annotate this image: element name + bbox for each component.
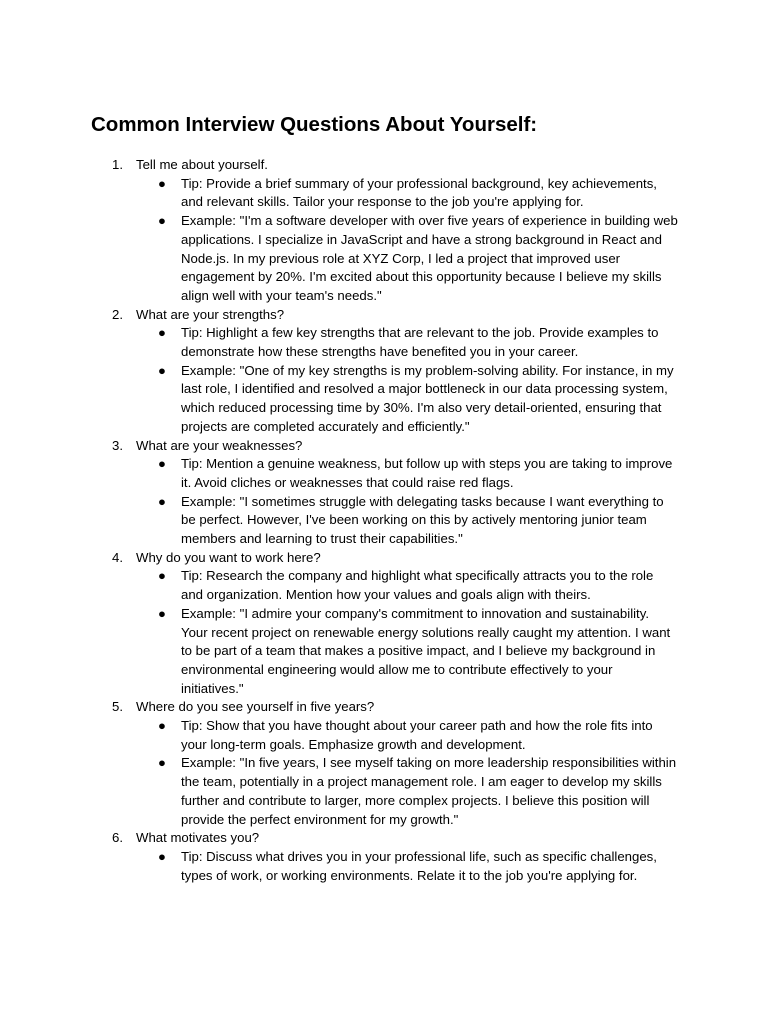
tip-text: Tip: Highlight a few key strengths that are relevant to the job. Provide examples to demonstrate how these strengths have benefited you in your career. xyxy=(181,325,659,359)
tip-text: Tip: Show that you have thought about your career path and how the role fits into your long-term goals. Emphasize growth and development. xyxy=(181,718,653,752)
example-text: Example: "I admire your company's commitment to innovation and sustainability. Your recent project on renewable energy solutions really caught my attention. I want to be part of a team that makes a positive impact, and I believe my background in environmental engineering would allow me to contribute effectively to your initiatives." xyxy=(181,605,671,696)
tip-bullet xyxy=(0,175,768,212)
example-bullet xyxy=(0,212,768,306)
bullet-icon: ● xyxy=(158,755,166,771)
question-item xyxy=(0,549,768,699)
tip-bullet xyxy=(0,717,768,754)
question-line xyxy=(0,306,768,325)
question-line xyxy=(0,437,768,456)
example-bullet xyxy=(0,362,768,437)
question-line xyxy=(0,549,768,568)
bullet-icon: ● xyxy=(158,605,166,621)
example-bullet xyxy=(0,605,768,699)
question-item xyxy=(0,698,768,829)
bullet-list xyxy=(0,567,768,698)
bullet-icon: ● xyxy=(158,213,166,229)
question-item xyxy=(0,306,768,437)
tip-text: Tip: Research the company and highlight what specifically attracts you to the role and organization. Mention how your values and goals align with theirs. xyxy=(181,568,654,603)
bullet-icon: ● xyxy=(158,718,166,734)
tip-text: Tip: Provide a brief summary of your professional background, key achievements, and relevant skills. Tailor your response to the job you're applying for. xyxy=(181,175,657,210)
bullet-icon: ● xyxy=(158,848,166,864)
bullet-icon: ● xyxy=(158,568,166,584)
bullet-icon: ● xyxy=(158,456,166,472)
bullet-icon: ● xyxy=(158,362,166,378)
question-text: What are your weaknesses? xyxy=(136,437,303,453)
bullet-list xyxy=(0,455,768,549)
question-number: 4. xyxy=(112,549,123,565)
example-bullet xyxy=(0,754,768,829)
question-text: Tell me about yourself. xyxy=(136,157,268,172)
tip-bullet xyxy=(0,567,768,604)
question-line xyxy=(0,829,768,848)
page-title: Common Interview Questions About Yourself: xyxy=(91,113,538,136)
question-list xyxy=(0,156,768,885)
example-text: Example: "In five years, I see myself taking on more leadership responsibilities within the team, potentially in a project management role. I am eager to develop my skills further and contribute to larger, more complex projects. I believe this position will provide the perfect environment for my growth." xyxy=(181,755,677,827)
question-number: 1. xyxy=(112,157,123,172)
example-text: Example: "I sometimes struggle with delegating tasks because I want everything to be perfect. However, I've been working on this by actively mentoring junior team members and learning to trust their capabilities." xyxy=(181,493,664,547)
bullet-icon: ● xyxy=(158,325,166,341)
bullet-list xyxy=(0,848,768,885)
example-text: Example: "One of my key strengths is my problem-solving ability. For instance, in my last role, I identified and resolved a major bottleneck in our data processing system, which reduced processing time by 30%. I'm also very detail-oriented, ensuring that projects are completed accurately and efficiently." xyxy=(181,362,674,434)
tip-bullet xyxy=(0,848,768,885)
example-text: Example: "I'm a software developer with over five years of experience in building web applications. I specialize in JavaScript and have a strong background in React and Node.js. In my previous role at XYZ Corp, I led a project that improved user engagement by 20%. I'm excited about this opportunity because I believe my skills align well with your team's needs." xyxy=(181,213,678,303)
question-text: What are your strengths? xyxy=(136,306,285,322)
question-number: 5. xyxy=(112,699,123,715)
bullet-icon: ● xyxy=(158,493,166,509)
bullet-list xyxy=(0,175,768,306)
example-bullet xyxy=(0,493,768,549)
question-item xyxy=(0,156,768,306)
bullet-list xyxy=(0,324,768,436)
bullet-list xyxy=(0,717,768,829)
question-number: 3. xyxy=(112,437,123,453)
bullet-icon: ● xyxy=(158,175,166,191)
question-item xyxy=(0,437,768,549)
question-number: 6. xyxy=(112,830,123,846)
tip-text: Tip: Mention a genuine weakness, but follow up with steps you are taking to improve it. Avoid cliches or weaknesses that could raise red flags. xyxy=(181,456,673,490)
tip-bullet xyxy=(0,455,768,492)
question-number: 2. xyxy=(112,306,123,322)
question-line xyxy=(0,698,768,717)
question-text: Where do you see yourself in five years? xyxy=(136,699,375,715)
question-text: What motivates you? xyxy=(136,830,260,846)
tip-bullet xyxy=(0,324,768,361)
question-item xyxy=(0,829,768,885)
question-line xyxy=(0,156,768,175)
question-text: Why do you want to work here? xyxy=(136,549,321,565)
tip-text: Tip: Discuss what drives you in your professional life, such as specific challenges, types of work, or working environments. Relate it to the job you're applying for. xyxy=(181,848,657,883)
